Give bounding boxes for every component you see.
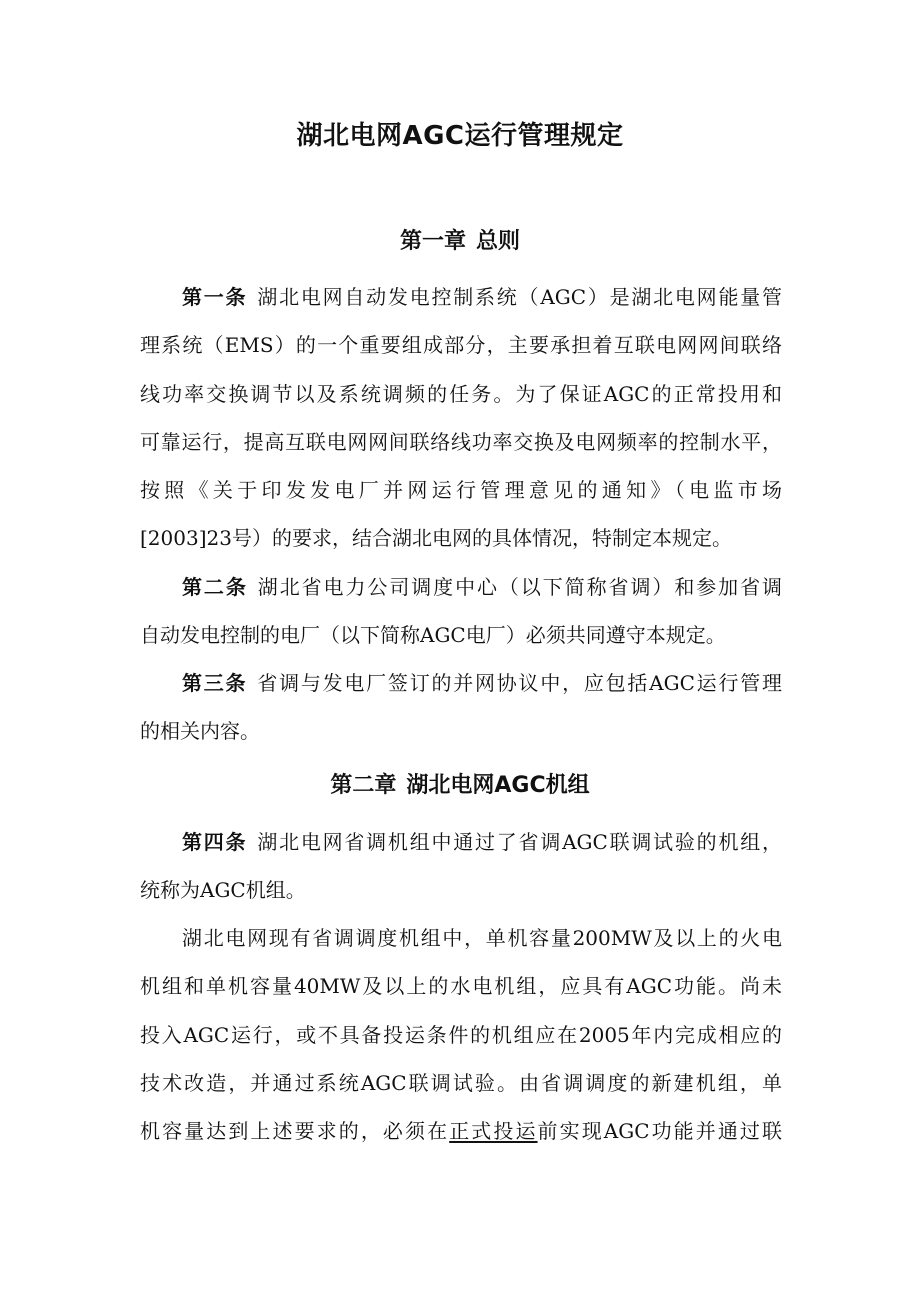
- article-2-line-2: 自动发电控制的电厂（以下简称AGC电厂）必须共同遵守本规定。: [140, 623, 726, 648]
- article-4: [140, 818, 782, 915]
- paragraph-5-line-3: 投入AGC运行，或不具备投运条件的机组应在2005年内完成相应的: [140, 1022, 782, 1047]
- article-1: [140, 273, 782, 563]
- article-1-line-1: [140, 273, 782, 321]
- article-1-line-3: 线功率交换调节以及系统调频的任务。为了保证AGC的正常投用和: [140, 381, 782, 406]
- article-3-text-1: 省调与发电厂签订的并网协议中，应包括AGC运行管理: [257, 671, 782, 695]
- paragraph-5: [140, 914, 782, 1155]
- paragraph-5-line-2: 机组和单机容量40MW及以上的水电机组，应具有AGC功能。尚未: [140, 974, 782, 999]
- paragraph-5-line-5: [140, 1107, 782, 1155]
- article-1-line-5: 按照《关于印发发电厂并网运行管理意见的通知》（电监市场: [140, 478, 782, 503]
- article-4-line-1: [140, 818, 782, 866]
- chapter-2-number: 第二章: [330, 773, 397, 798]
- article-1-line-6: [2003]23号）的要求，结合湖北电网的具体情况，特制定本规定。: [140, 526, 732, 551]
- chapter-1-heading: [0, 224, 920, 260]
- paragraph-5-line-4: 技术改造，并通过系统AGC联调试验。由省调调度的新建机组，单: [140, 1070, 782, 1095]
- article-1-text-1: 湖北电网自动发电控制系统（AGC）是湖北电网能量管: [257, 285, 782, 309]
- article-1-line-4: 可靠运行，提高互联电网网间联络线功率交换及电网频率的控制水平，: [140, 429, 782, 454]
- underlined-term: 正式投运: [449, 1119, 538, 1144]
- chapter-1-number: 第一章: [399, 229, 466, 254]
- chapter-1-title: 总则: [476, 229, 521, 254]
- article-3-label: 第三条: [182, 671, 248, 695]
- article-2-line-1: [140, 563, 782, 611]
- article-1-label: 第一条: [182, 285, 248, 309]
- article-2-text-1: 湖北省电力公司调度中心（以下简称省调）和参加省调: [257, 575, 783, 599]
- article-2: [140, 563, 782, 660]
- chapter-2-title: 湖北电网AGC机组: [406, 773, 590, 798]
- paragraph-5-line-5-post: 前实现AGC功能并通过联: [537, 1119, 783, 1144]
- article-3: [140, 659, 782, 756]
- paragraph-5-line-1: 湖北电网现有省调调度机组中，单机容量200MW及以上的火电: [182, 926, 782, 950]
- chapter-2-heading: [0, 768, 920, 804]
- article-1-line-2: 理系统（EMS）的一个重要组成部分，主要承担着互联电网网间联络: [140, 333, 782, 358]
- document-title: 湖北电网AGC运行管理规定: [296, 121, 624, 151]
- paragraph-5-line-5-pre: 机容量达到上述要求的，必须在: [140, 1119, 450, 1144]
- article-4-text-1: 湖北电网省调机组中通过了省调AGC联调试验的机组，: [257, 830, 782, 854]
- article-2-label: 第二条: [182, 575, 248, 599]
- article-3-line-2: 的相关内容。: [140, 719, 260, 744]
- article-3-line-1: [140, 659, 782, 707]
- article-4-line-2: 统称为AGC机组。: [140, 878, 306, 903]
- article-4-label: 第四条: [182, 830, 248, 854]
